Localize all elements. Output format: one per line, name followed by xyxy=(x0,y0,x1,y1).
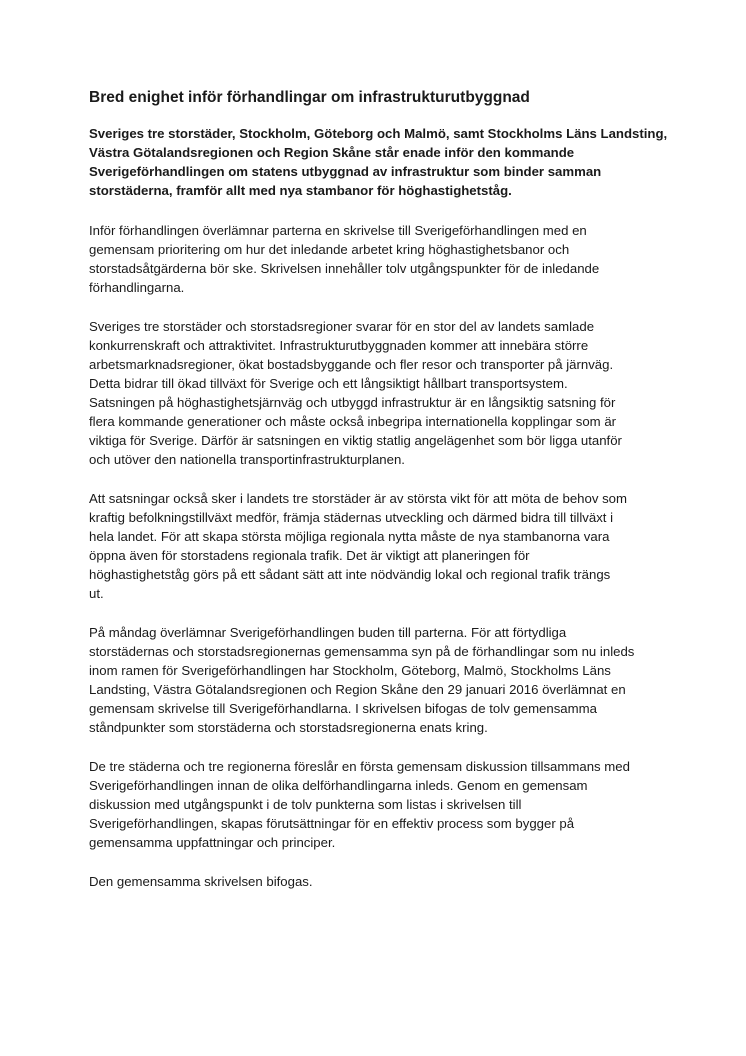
body-paragraph-3 xyxy=(89,489,669,603)
lead-line: storstäderna, framför allt med nya stambanor för höghastighetståg. xyxy=(89,183,512,198)
paragraph-line: ståndpunkter som storstäderna och storstadsregionerna enats kring. xyxy=(89,720,488,735)
body-paragraph-6 xyxy=(89,872,669,891)
paragraph-line: viktiga för Sverige. Därför är satsningen en viktig statlig angelägenhet som bör ligga utanför xyxy=(89,433,622,448)
paragraph-line: inom ramen för Sverigeförhandlingen har Stockholm, Göteborg, Malmö, Stockholms Läns xyxy=(89,663,611,678)
body-paragraph-2 xyxy=(89,317,669,469)
paragraph-line: gemensam prioritering om hur det inledande arbetet kring höghastighetsbanor och xyxy=(89,242,570,257)
paragraph-line: förhandlingarna. xyxy=(89,280,185,295)
document-title: Bred enighet inför förhandlingar om infrastrukturutbyggnad xyxy=(89,89,530,106)
body-paragraph-1 xyxy=(89,221,669,297)
document-page xyxy=(89,88,669,911)
paragraph-line: Landsting, Västra Götalandsregionen och Region Skåne den 29 januari 2016 överlämnat en xyxy=(89,682,626,697)
paragraph-line: konkurrenskraft och attraktivitet. Infrastrukturutbyggnaden kommer att innebära större xyxy=(89,338,589,353)
lead-paragraph xyxy=(89,124,669,200)
paragraph-line: Sveriges tre storstäder och storstadsregioner svarar för en stor del av landets samlade xyxy=(89,319,595,334)
paragraph-line: höghastighetståg görs på ett sådant sätt att inte nödvändig lokal och regional trafik trängs xyxy=(89,567,611,582)
body-paragraph-4 xyxy=(89,623,669,737)
paragraph-line: Sverigeförhandlingen innan de olika delförhandlingarna inleds. Genom en gemensam xyxy=(89,778,588,793)
lead-line: Sverigeförhandlingen om statens utbyggnad av infrastruktur som binder samman xyxy=(89,164,602,179)
paragraph-line: storstädernas och storstadsregionernas gemensamma syn på de förhandlingar som nu inleds xyxy=(89,644,635,659)
paragraph-line: hela landet. För att skapa största möjliga regionala nytta måste de nya stambanorna vara xyxy=(89,529,610,544)
paragraph-line: Den gemensamma skrivelsen bifogas. xyxy=(89,874,313,889)
paragraph-line: storstadsåtgärderna bör ske. Skrivelsen innehåller tolv utgångspunkter för de inledande xyxy=(89,261,600,276)
paragraph-line: Inför förhandlingen överlämnar parterna en skrivelse till Sverigeförhandlingen med en xyxy=(89,223,587,238)
paragraph-line: kraftig befolkningstillväxt medför, främja städernas utveckling och därmed bidra till tillväxt i xyxy=(89,510,614,525)
paragraph-line: Att satsningar också sker i landets tre storstäder är av största vikt för att möta de behov som xyxy=(89,491,627,506)
paragraph-line: gemensamma uppfattningar och principer. xyxy=(89,835,336,850)
body-paragraph-5 xyxy=(89,757,669,852)
paragraph-line: diskussion med utgångspunkt i de tolv punkterna som listas i skrivelsen till xyxy=(89,797,522,812)
paragraph-line: öppna även för storstadens regionala trafik. Det är viktigt att planeringen för xyxy=(89,548,530,563)
paragraph-line: ut. xyxy=(89,586,104,601)
paragraph-line: flera kommande generationer och måste också inbegripa internationella kopplingar som är xyxy=(89,414,617,429)
paragraph-line: Detta bidrar till ökad tillväxt för Sverige och ett långsiktigt hållbart transportsystem. xyxy=(89,376,568,391)
paragraph-line: Satsningen på höghastighetsjärnväg och utbyggd infrastruktur är en långsiktig satsning för xyxy=(89,395,616,410)
lead-line: Sveriges tre storstäder, Stockholm, Göteborg och Malmö, samt Stockholms Läns Landsting, xyxy=(89,126,668,141)
paragraph-line: arbetsmarknadsregioner, ökat bostadsbyggande och fler resor och transporter på järnväg. xyxy=(89,357,614,372)
paragraph-line: gemensam skrivelse till Sverigeförhandlarna. I skrivelsen bifogas de tolv gemensamma xyxy=(89,701,597,716)
lead-line: Västra Götalandsregionen och Region Skåne står enade inför den kommande xyxy=(89,145,575,160)
paragraph-line: Sverigeförhandlingen, skapas förutsättningar för en effektiv process som bygger på xyxy=(89,816,575,831)
paragraph-line: och utöver den nationella transportinfrastrukturplanen. xyxy=(89,452,405,467)
paragraph-line: På måndag överlämnar Sverigeförhandlingen buden till parterna. För att förtydliga xyxy=(89,625,567,640)
paragraph-line: De tre städerna och tre regionerna föreslår en första gemensam diskussion tillsammans med xyxy=(89,759,630,774)
